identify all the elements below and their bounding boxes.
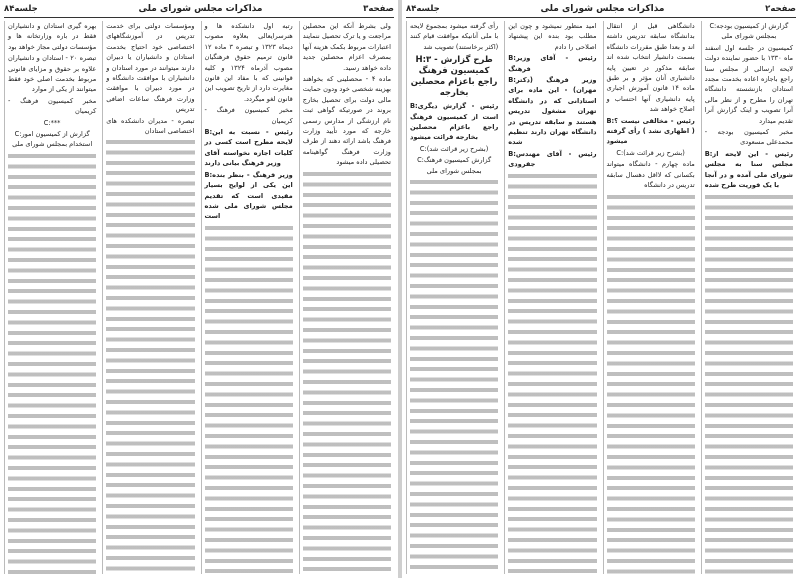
paragraph: تبصره - مدیران دانشکده های اختصاصی استادان xyxy=(106,116,195,136)
text-column xyxy=(603,21,698,574)
paragraph: امید منظور نمیشود و چون این مطلب بود بنده این پیشنهاد اصلاحی را دادم xyxy=(508,22,597,51)
centered-line: C:*** xyxy=(43,118,61,127)
page-title: مذاکرات مجلس شورای ملی xyxy=(138,4,263,14)
text-column xyxy=(4,21,99,574)
paragraph: مخبر کمیسیون بودجه - محمدعلی مسعودی xyxy=(704,128,793,147)
speaker-paragraph: B:رئیس - نسبت به این لایحه مطرح است کسی در کلیات اجازه نخواسته آقای وزیر فرهنگ بیانی دارند xyxy=(204,128,293,168)
paragraph: رأی گرفته میشود بمجموع لایحه با ملی آنانیکه موافقت قیام کنند (اکثر برخاستند) تصویب شد xyxy=(410,22,499,51)
paragraph: ماده چهارم - دانشگاه میتواند بکسانی که لااقل دهسال سابقه تدریس در دانشگاه xyxy=(606,160,695,190)
page-number: صفحه۲ xyxy=(765,4,796,14)
text-column xyxy=(299,21,394,574)
text-columns xyxy=(4,21,394,574)
centered-line: C:گزارش کمیسیون فرهنگ بمجلس شورای ملی xyxy=(417,156,492,175)
continued-text-block xyxy=(705,192,793,575)
speaker-paragraph: B:رئیس - گزارش دیگری است از کمیسیون فرهنگ راجع باعزام محصلین بخارجه قرائت میشود xyxy=(410,102,499,142)
paragraph: دانشگاهی قبل از انتقال بدانشگاه سابقه تدریس داشته اند و بعدا طبق مقررات دانشگاه بسمت دانشیار انتخاب شده اند سابقه مذکور در تعیین پایه دانشیاری آنان مؤثر و بر طبق ماده ۱۴ قانون آموزش اجباری پایه دانشیاری آنها احتساب و اصلاح خواهد شد xyxy=(606,22,695,114)
paragraph: ومؤسسات دولتی برای خدمت تدریس در آموزشگاههای اختصاصی خود احتیاج بخدمت استادان و دانشیاران یا دبیران دارند میتوانند در مورد استادان و دانشیاران با موافقت دانشگاه و در مورد دبیران با موافقت وزارت فرهنگ ساعات اضافی تدریس xyxy=(106,22,195,114)
speaker-paragraph: B:وزیر فرهنگ (دکتر مهران) - این ماده برای استادانی که در دانشگاه تهران مشغول تدریس هستند و سابقه تدریس در دانشگاه تهران دارند تنظیم شده xyxy=(508,76,597,147)
paragraph: ولی بشرط آنکه این محصلین مراجعت و یا ترک تحصیل ننمایند اعتبارات مربوط بکمک هزینه آنها بمصرف اعزام محصلین جدید داده خواهد رسید. xyxy=(302,22,391,72)
continued-text-block xyxy=(8,151,96,574)
centered-line: C:گزارش از کمیسیون امور استخدام بمجلس شورای ملی xyxy=(12,130,93,149)
centered-line: C:گزارش از کمیسیون بودجه بمجلس شورای ملی xyxy=(709,22,789,41)
continued-text-block xyxy=(205,223,293,574)
session-label: جلسه۸۴ xyxy=(4,4,38,14)
centered-line: C:(بشرح زیر قرائت شد) xyxy=(419,144,489,153)
header-rule xyxy=(406,17,796,18)
speaker-paragraph: B:رئیس - مخالفی نیست ؟ ( اظهاری نشد ) رأی گرفته میشود xyxy=(606,116,695,146)
page-right xyxy=(402,0,800,578)
centered-line: C:(بشرح زیر قرائت شد) xyxy=(616,148,685,157)
text-column xyxy=(504,21,599,574)
speaker-paragraph: B:رئیس - آقای وزیر فرهنگ xyxy=(508,54,597,73)
page-header xyxy=(4,2,394,16)
speaker-paragraph: B:وزیر فرهنگ - بنظر بنده این یکی از لوایح بسیار مفیدی است که تقدیم مجلس شورای ملی شده است xyxy=(204,170,293,221)
page-number: صفحه۳ xyxy=(363,4,394,14)
paragraph: مخبر کمیسیون فرهنگ - کریمیان xyxy=(204,106,293,125)
continued-text-block xyxy=(303,169,391,574)
paragraph: ماده ۴ - محصلینی که بخواهند بهزینه شخصی خود ودون حمایت مالی دولت برای تحصیل بخارج بروند در صورتیکه گواهی ثبت نام ارزشگی از مدارس رسمی خارجه که مورد تأیید وزارت فرهنگ باشد ارائه دهند از طرف وزارت فرهنگ گواهینامه تحصیلی داده میشود xyxy=(302,75,391,167)
speaker-paragraph: B:رئیس - این لایحه از مجلس سنا به مجلس شورای ملی آمده و در آنجا با یک فوریت طرح شده xyxy=(704,149,793,190)
page-header xyxy=(406,2,796,16)
speaker-paragraph: B:رئیس - آقای مهندس جفرودی xyxy=(508,149,597,169)
page-left xyxy=(0,0,398,578)
continued-text-block xyxy=(607,192,695,575)
paragraph: مخبر کمیسیون فرهنگ - کریمیان xyxy=(8,96,97,116)
text-column xyxy=(201,21,296,574)
continued-text-block xyxy=(508,171,596,574)
continued-text-block xyxy=(410,177,498,574)
continued-text-block xyxy=(106,137,194,574)
text-column xyxy=(102,21,197,574)
paragraph: تبصره ۲۰ - استادان و دانشیاران علاوه بر حقوق و مزایای قانونی مربوط بخدمت اصلی خود فقط میتوانند از یکی از موارد xyxy=(8,54,97,94)
paragraph: رتبه اول دانشکده ها و هنرسرایعالی بعلاوه مصوب دیماه ۱۳۲۳ و تبصره ۳ ماده ۱۲ قانون ترمیم حقوق فرهنگیان مصوب آذرماه ۱۳۲۴ و کلیه قوانینی که با مفاد این قانون مغایرت دارد از تاریخ تصویب این قانون لغو میگردد. xyxy=(204,22,293,103)
page-title: مذاکرات مجلس شورای ملی xyxy=(540,4,665,14)
text-columns xyxy=(406,21,796,574)
session-label: جلسه۸۴ xyxy=(406,4,440,14)
paragraph: کمیسیون در جلسه اول اسفند ماه ۱۳۳۰ با حضور نماینده دولت لایحه ارسالی از مجلس سنا راجع باجازه اعاده بخدمت مجدد استادان بازنشسته دانشگاه تهران را مطرح و از نظر مالی آنرا تصویب و اینک گزارش آنرا تقدیم میدارد xyxy=(704,43,793,125)
text-column xyxy=(701,21,796,574)
section-heading: H:۳ - طرح گزارش کمیسیون فرهنگ راجع باعزام محصلین بخارجه xyxy=(410,55,498,99)
text-column xyxy=(406,21,501,574)
paragraph: بهره گیری استادان و دانشیاران فقط در باره وزارتخانه ها و مؤسسات دولتی مجاز خواهد بود xyxy=(8,22,97,51)
header-rule xyxy=(4,17,394,18)
